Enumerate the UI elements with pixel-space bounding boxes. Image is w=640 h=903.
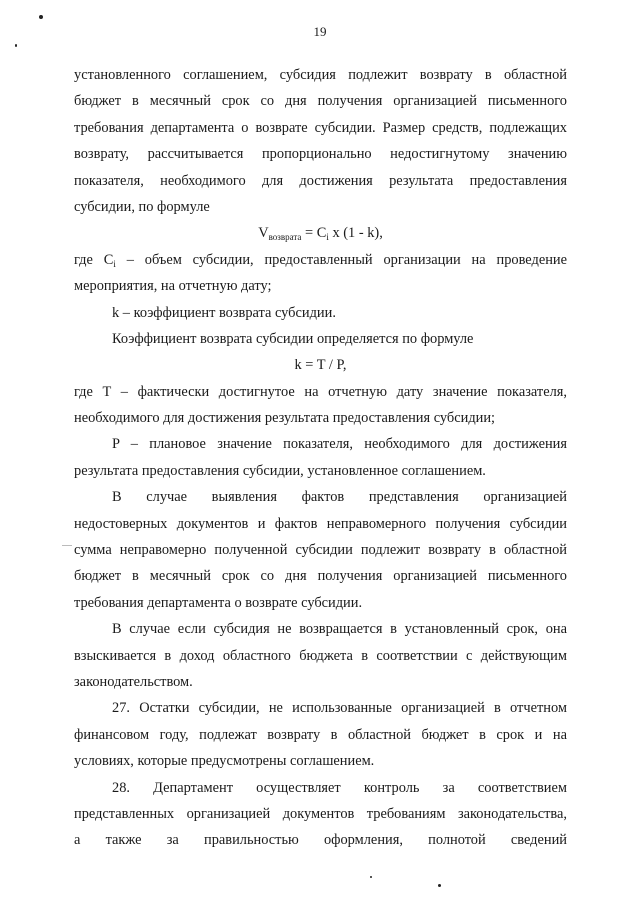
text-line: бюджет в месячный срок со дня получения организацией письменного [74, 93, 567, 110]
text-line: где T – фактически достигнутое на отчетную дату значение показателя, [74, 383, 567, 400]
text-line: В случае если субсидия не возвращается в установленный срок, она [112, 621, 567, 638]
formula-subscript: i [326, 232, 329, 243]
text-line: требования департамента о возврате субсидии. Размер средств, подлежащих [74, 119, 567, 136]
document-body [74, 62, 567, 854]
text-line: субсидии, по формуле [74, 198, 210, 215]
scan-speck [15, 44, 17, 47]
text-line: 27. Остатки субсидии, не использованные организацией в отчетном [112, 700, 567, 717]
text-line: условиях, которые предусмотрены соглашением. [74, 753, 375, 770]
text-line: В случае выявления фактов представления организацией [112, 489, 567, 506]
text-line: мероприятия, на отчетную дату; [74, 278, 272, 295]
text-line: 28. Департамент осуществляет контроль за соответствием [112, 779, 567, 796]
scan-speck [370, 876, 372, 878]
text-line: недостоверных документов и фактов неправомерного получения субсидии [74, 515, 567, 532]
formula-refund [74, 220, 567, 246]
page-number: 19 [313, 24, 327, 39]
formula-subscript: возврата [268, 232, 302, 243]
scan-speck [438, 884, 441, 887]
text-line: k – коэффициент возврата субсидии. [112, 304, 336, 321]
text-fragment: – объем субсидии, предоставленный организации на проведение [115, 251, 567, 268]
text-line: P – плановое значение показателя, необходимого для достижения [112, 436, 567, 453]
scan-mark [62, 545, 72, 546]
text-line: законодательством. [74, 673, 193, 690]
formula-text: V [258, 225, 269, 242]
text-line: требования департамента о возврате субсидии. [74, 594, 363, 611]
text-line: сумма неправомерно полученной субсидии подлежит возврату в областной [74, 542, 567, 559]
text-line: Коэффициент возврата субсидии определяется по формуле [112, 330, 474, 347]
scan-speck [39, 15, 43, 19]
text-line: представленных организацией документов требованиям законодательства, [74, 805, 567, 822]
text-fragment: где C [74, 251, 114, 268]
text-line: финансовом году, подлежат возврату в областной бюджет в срок и на [74, 726, 567, 743]
text-line [74, 247, 567, 273]
text-line: взыскивается в доход областного бюджета в соответствии с действующим [74, 647, 567, 664]
formula-text: x (1 - k), [328, 225, 383, 242]
formula-coefficient: k = T / P, [294, 357, 347, 374]
text-line: бюджет в месячный срок со дня получения организацией письменного [74, 568, 567, 585]
text-line: установленного соглашением, субсидия подлежит возврату в областной [74, 67, 567, 83]
formula-text: = C [301, 225, 327, 242]
text-line: результата предоставления субсидии, установленное соглашением. [74, 462, 486, 479]
text-line: необходимого для достижения результата предоставления субсидии; [74, 410, 496, 427]
text-line: возврату, рассчитывается пропорционально недостигнутому значению [74, 146, 567, 163]
text-line: показателя, необходимого для достижения результата предоставления [74, 172, 567, 189]
text-subscript: i [113, 258, 116, 269]
text-line: а также за правильностью оформления, полнотой сведений [74, 832, 567, 849]
